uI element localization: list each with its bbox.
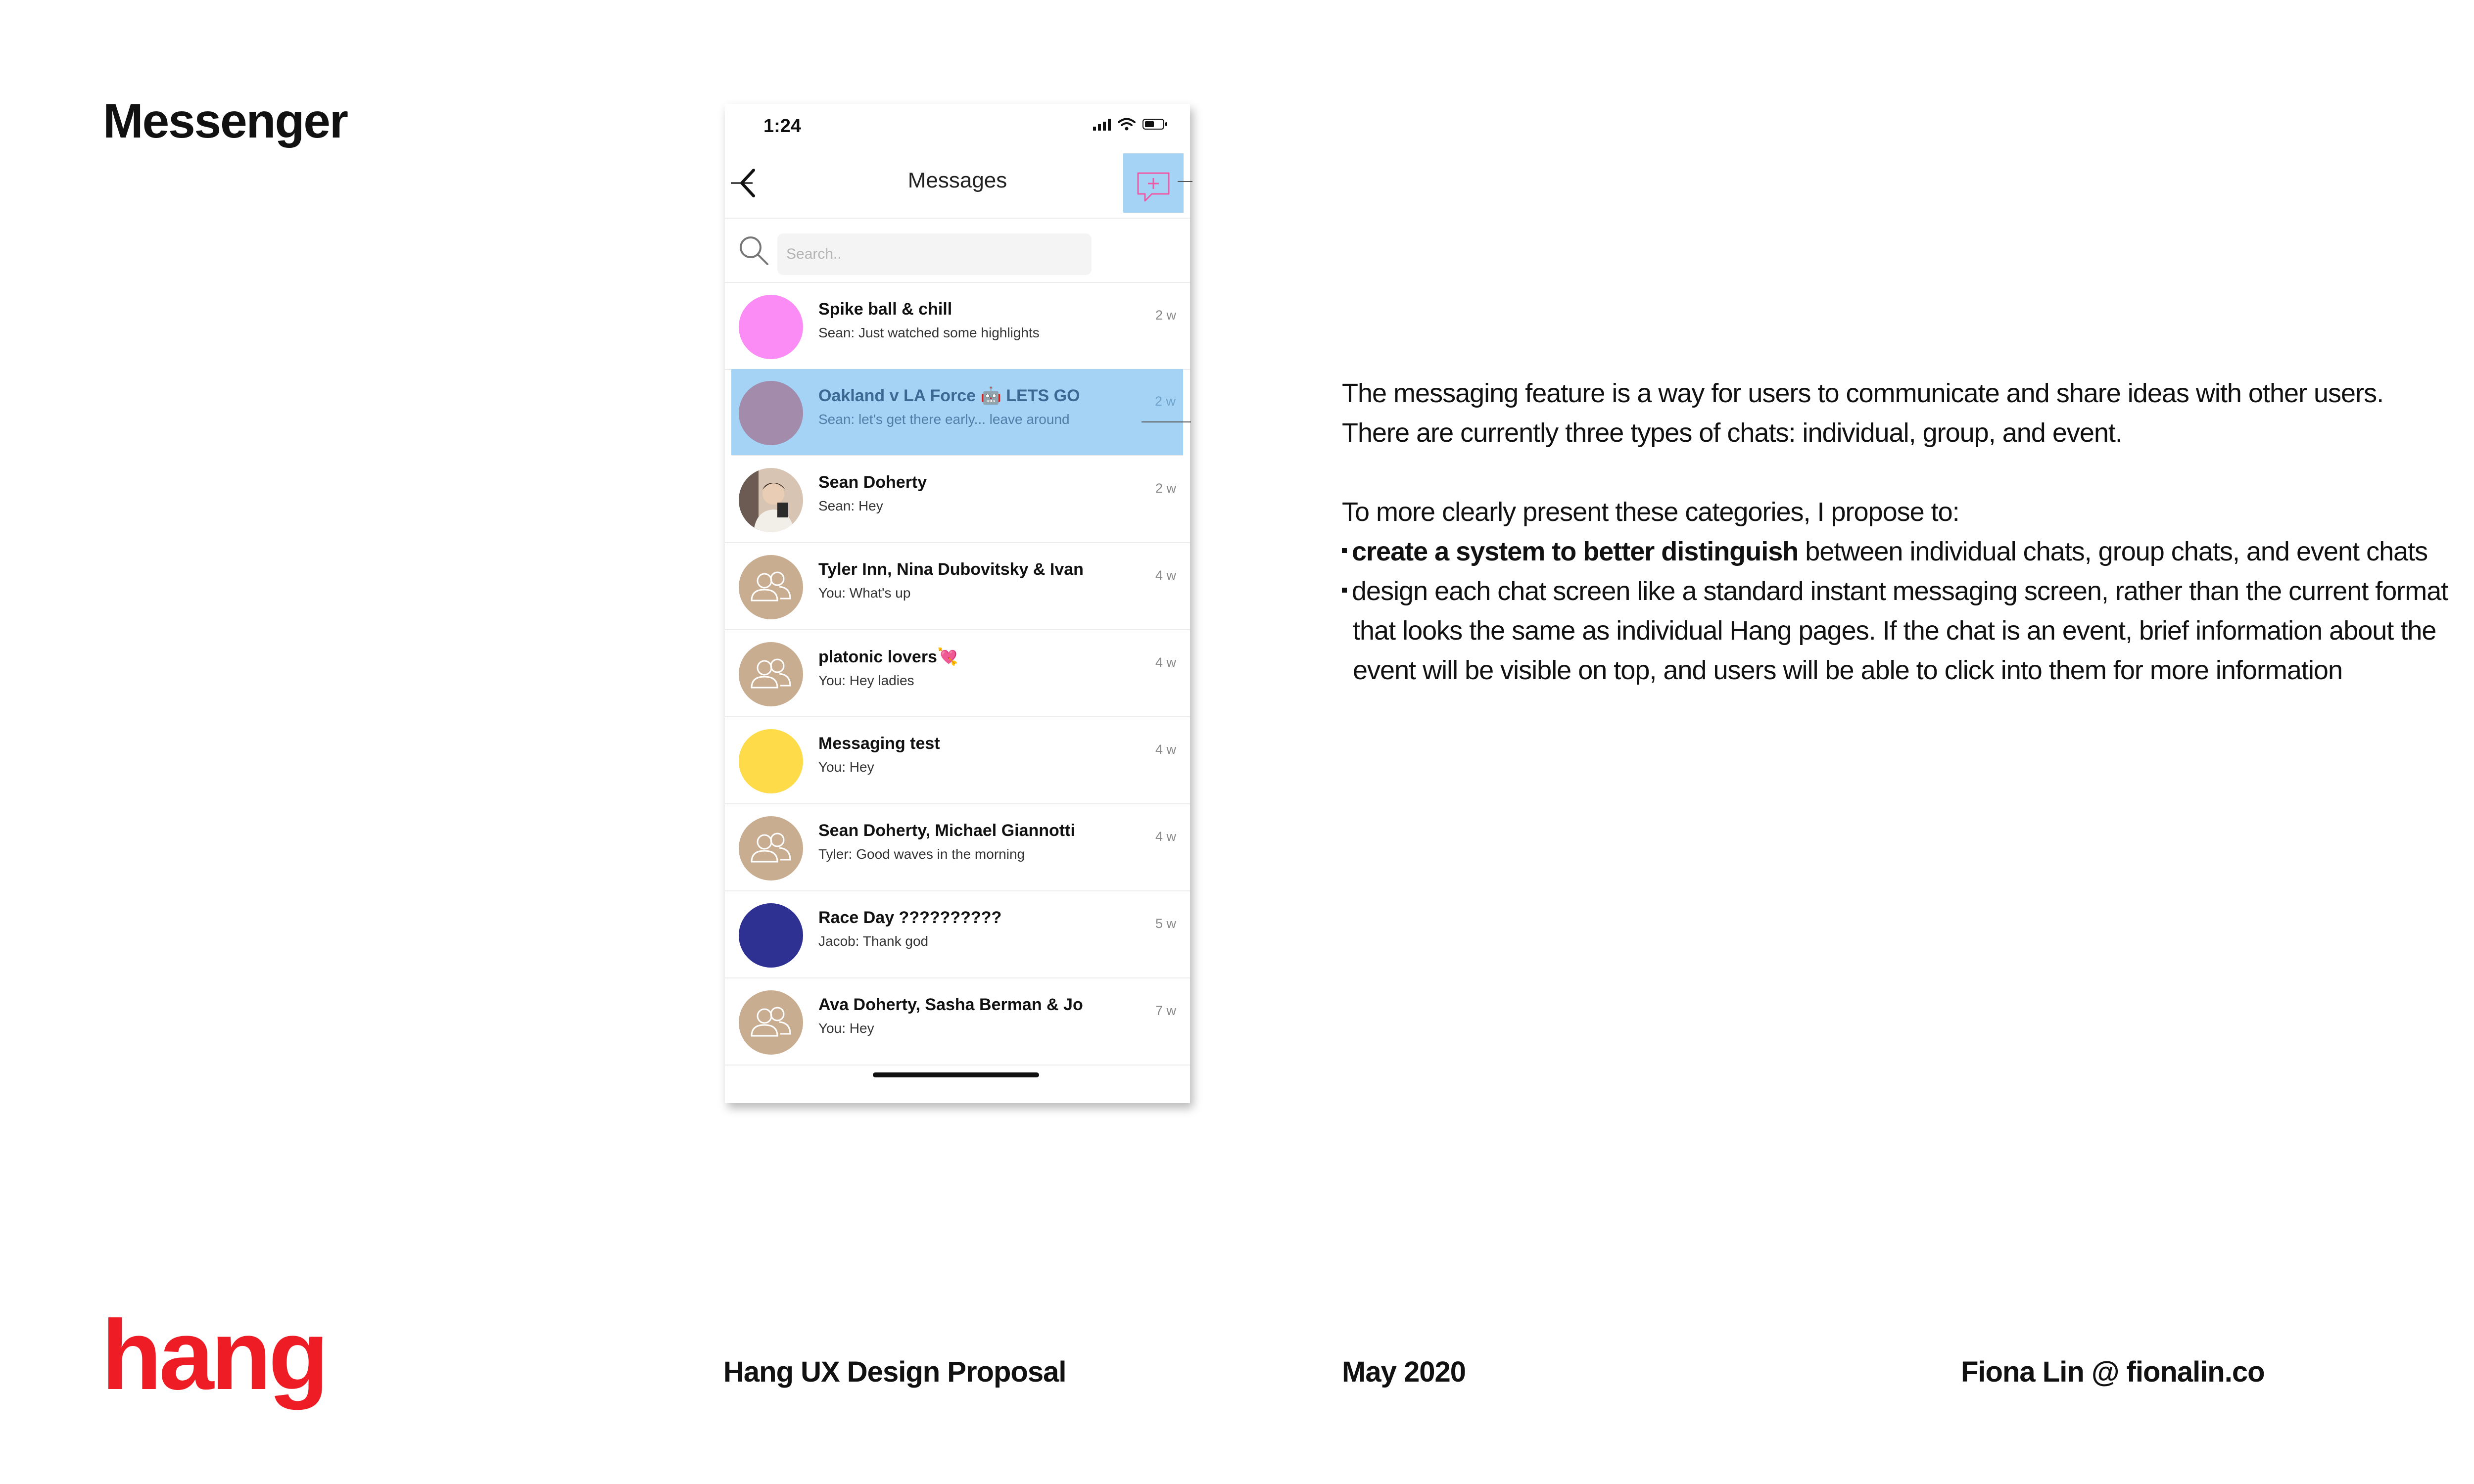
chat-avatar — [739, 903, 803, 968]
search-row — [725, 219, 1190, 283]
chat-time: 4 w — [1155, 568, 1176, 583]
chat-preview: You: Hey — [818, 759, 874, 775]
chat-time: 2 w — [1155, 481, 1176, 496]
battery-icon — [1142, 119, 1169, 131]
chat-preview: Sean: Hey — [818, 498, 883, 513]
chat-preview: Sean: let's get there early... leave around — [818, 412, 1070, 427]
chat-preview: You: Hey ladies — [818, 673, 914, 688]
chat-row[interactable] — [725, 717, 1190, 804]
hang-logo: hang — [101, 1300, 326, 1410]
chat-avatar — [739, 468, 803, 532]
chat-avatar — [739, 729, 803, 793]
chat-list — [725, 283, 1190, 1066]
chat-text — [818, 821, 1095, 862]
chat-text — [818, 560, 1095, 601]
chat-row[interactable] — [725, 804, 1190, 891]
wifi-icon — [1118, 118, 1136, 131]
chat-name: Sean Doherty, Michael Giannotti — [818, 821, 1075, 840]
footer-author: Fiona Lin @ fionalin.co — [1961, 1356, 2265, 1388]
chat-text — [818, 734, 1095, 775]
footer-date: May 2020 — [1342, 1356, 1466, 1388]
chat-time: 2 w — [1155, 308, 1176, 323]
chat-name: Oakland v LA Force 🤖 LETS GO — [818, 386, 1080, 405]
status-icons — [1093, 118, 1169, 131]
chat-avatar — [739, 555, 803, 619]
group-avatar-icon — [739, 642, 803, 706]
bullet-2-line-1: design each chat screen like a standard instant messaging screen, rather than the current format — [1352, 576, 2448, 606]
chat-time: 4 w — [1155, 829, 1176, 844]
chat-text — [818, 908, 1095, 949]
chat-avatar — [739, 295, 803, 359]
bullet-1-rest: between individual chats, group chats, and event chats — [1798, 537, 2428, 566]
propose-line: To more clearly present these categories, I propose to: — [1342, 497, 1959, 527]
chat-text — [818, 647, 1095, 689]
chat-time: 2 w — [1154, 394, 1176, 409]
bullet-2-line-3: event will be visible on top, and users will be able to click into them for more information — [1353, 655, 2342, 685]
chat-name: Sean Doherty — [818, 473, 927, 492]
footer-project: Hang UX Design Proposal — [723, 1356, 1066, 1388]
bullet-2-line-2: that looks the same as individual Hang pages. If the chat is an event, brief information about the — [1353, 616, 2436, 646]
annotation-line — [1142, 421, 1191, 422]
chat-avatar — [739, 990, 803, 1055]
signal-icon — [1093, 119, 1111, 131]
group-avatar-icon — [739, 990, 803, 1055]
phone-mockup — [725, 104, 1190, 1103]
chat-row[interactable] — [725, 891, 1190, 978]
chat-preview: Sean: Just watched some highlights — [818, 325, 1040, 340]
description-text — [1342, 373, 2474, 690]
chat-name: Race Day ?????????? — [818, 908, 1002, 927]
chat-time: 5 w — [1155, 916, 1176, 931]
chat-name: Spike ball & chill — [818, 300, 952, 319]
annotation-line — [1178, 181, 1192, 182]
new-message-icon — [1123, 153, 1184, 213]
intro-line-1: The messaging feature is a way for users to communicate and share ideas with other users. — [1342, 378, 2384, 408]
chat-preview: Jacob: Thank god — [818, 933, 929, 949]
group-avatar-icon — [739, 816, 803, 881]
nav-bar — [725, 143, 1190, 219]
chat-time: 4 w — [1155, 655, 1176, 670]
slide-title: Messenger — [103, 93, 348, 148]
new-message-button[interactable] — [1123, 153, 1184, 213]
bullet-1-bold: create a system to better distinguish — [1352, 537, 1799, 566]
search-input[interactable] — [777, 233, 1092, 275]
chat-row[interactable] — [725, 456, 1190, 543]
chat-row[interactable] — [725, 630, 1190, 717]
chat-avatar — [739, 816, 803, 881]
group-avatar-icon — [739, 555, 803, 619]
intro-line-2: There are currently three types of chats: individual, group, and event. — [1342, 418, 2122, 448]
chat-row[interactable] — [725, 283, 1190, 370]
chat-preview: You: What's up — [818, 585, 911, 601]
chat-row[interactable] — [725, 978, 1190, 1066]
bullet-2 — [1342, 571, 2474, 690]
profile-photo-avatar — [739, 468, 803, 532]
chat-row-selected[interactable] — [731, 369, 1183, 456]
chat-name: Tyler Inn, Nina Dubovitsky & Ivan — [818, 560, 1084, 579]
chat-text — [818, 473, 1095, 514]
chat-time: 4 w — [1155, 742, 1176, 757]
chat-row[interactable] — [725, 543, 1190, 630]
chat-preview: Tyler: Good waves in the morning — [818, 846, 1025, 862]
chat-avatar — [739, 381, 803, 445]
chat-text — [818, 386, 1095, 427]
chat-name: platonic lovers💘 — [818, 648, 958, 666]
search-icon — [737, 233, 771, 268]
nav-title: Messages — [907, 168, 1007, 192]
bullet-1 — [1342, 532, 2474, 571]
chat-time: 7 w — [1155, 1003, 1176, 1018]
home-indicator — [873, 1072, 1039, 1077]
chat-text — [818, 300, 1095, 341]
chat-avatar — [739, 642, 803, 706]
chat-name: Ava Doherty, Sasha Berman & Jo — [818, 995, 1083, 1014]
chat-text — [818, 995, 1095, 1036]
chat-name: Messaging test — [818, 734, 940, 753]
status-time: 1:24 — [763, 116, 802, 137]
chat-preview: You: Hey — [818, 1020, 874, 1036]
